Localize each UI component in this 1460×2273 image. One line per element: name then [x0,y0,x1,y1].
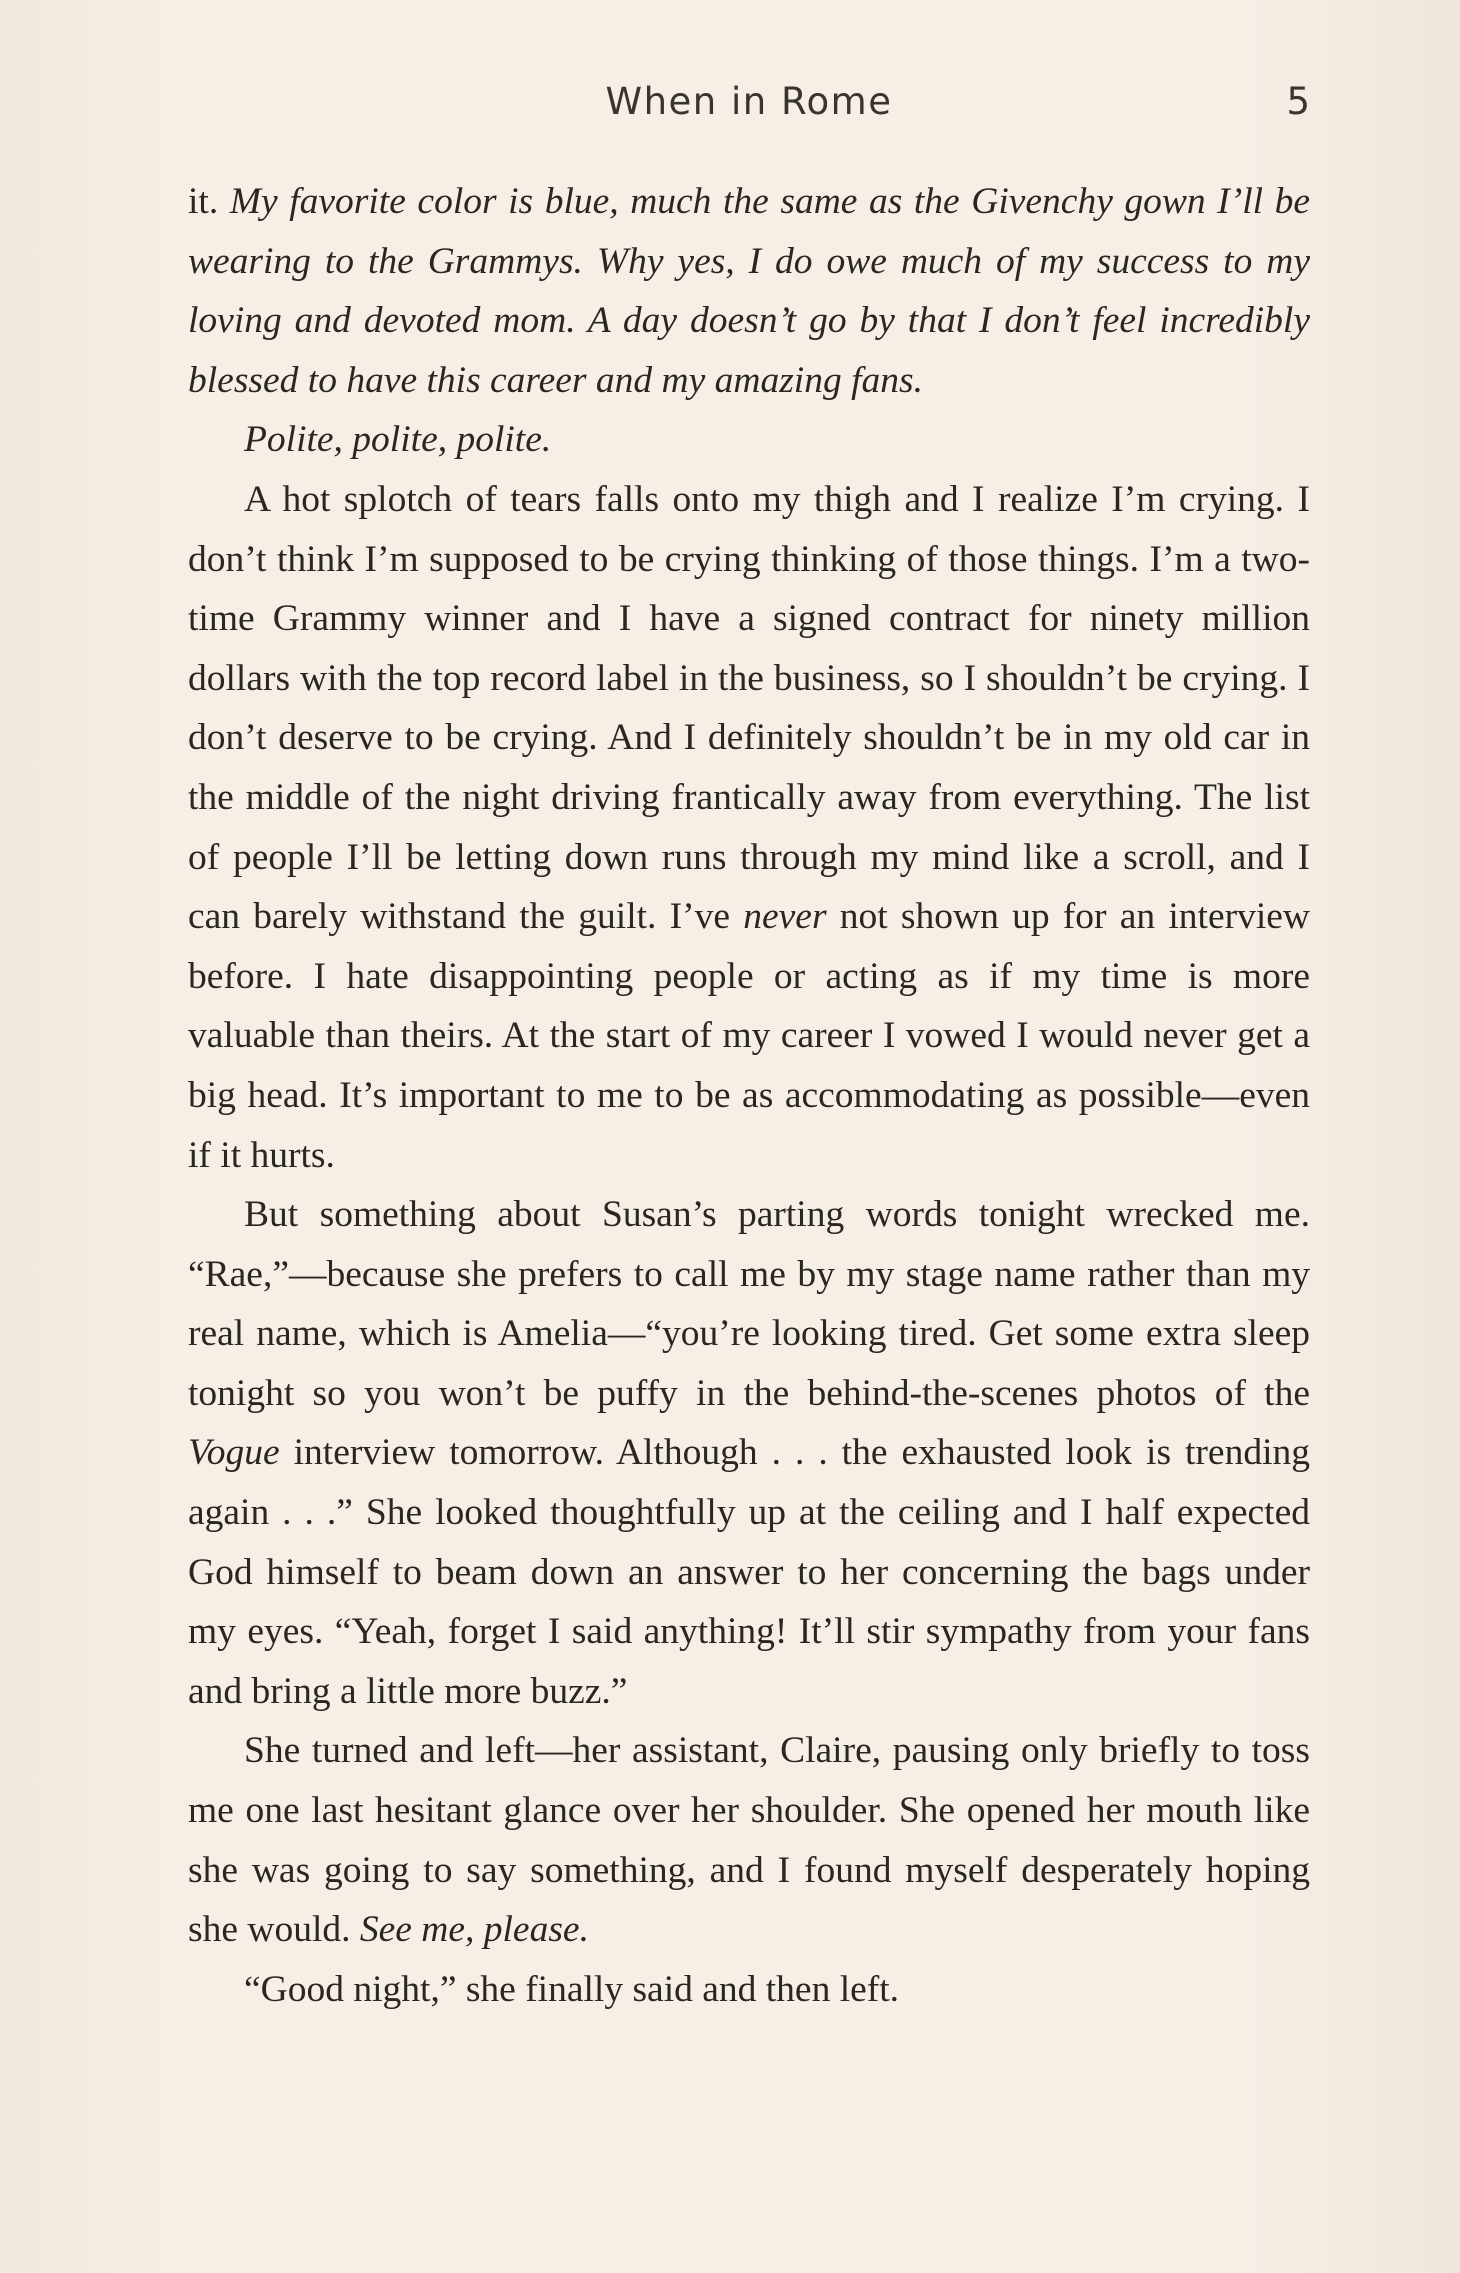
text-segment: interview tomorrow. Although . . . the exhausted look is trending again . . .” She looked thoughtfully up at the ceiling and I half expected God himself to beam down an answer to her concerning the bags under my eyes. “Yeah, forget I said anything! It’ll stir sympathy from your fans and bring a little more buzz.” [188,1432,1310,1712]
page-number: 5 [1286,80,1310,123]
italic-text-segment: My favorite color is blue, much the same as the Givenchy gown I’ll be wearing to the Grammys. Why yes, I do owe much of my success to my loving and devoted mom. A day doesn’t go by that I don’t feel incredibly blessed to have this career and my amazing fans. [188,181,1310,401]
italic-text-segment: See me, please. [359,1909,589,1951]
text-segment: She turned and left—her assistant, Claire, pausing only briefly to toss me one last hesitant glance over her shoulder. She opened her mouth like she was going to say something, and I found myself desperately hoping she would. [188,1730,1310,1951]
paragraph [188,1185,1310,1721]
text-segment: it. [188,181,230,222]
italic-text-segment: Vogue [188,1432,280,1474]
paragraph [188,410,1310,470]
page-header [188,80,1310,140]
text-segment: not shown up for an interview before. I hate disappointing people or acting as if my time is more valuable than theirs. At the start of my career I vowed I would never get a big head. It’s important to me to be as accommodating as possible—even if it hurts. [188,896,1311,1176]
running-title: When in Rome [605,80,893,123]
paragraph [188,1721,1310,1959]
italic-text-segment: never [743,896,827,938]
paragraph [188,172,1310,410]
text-segment: “Good night,” she finally said and then left. [244,1968,900,2010]
text-segment: A hot splotch of tears falls onto my thigh and I realize I’m crying. I don’t think I’m supposed to be crying thinking of those things. I’m a two-time Grammy winner and I have a signed contract for ninety million dollars with the top record label in the business, so I shouldn’t be crying. I don’t deserve to be crying. And I definitely shouldn’t be in my old car in the middle of the night driving frantically away from everything. The list of people I’ll be letting down runs through my mind like a scroll, and I can barely withstand the guilt. I’ve [188,478,1310,938]
paragraph [188,470,1310,1185]
paragraph [188,1960,1310,2020]
body-text [188,172,1310,2019]
italic-text-segment: Polite, polite, polite. [244,419,552,461]
text-segment: But something about Susan’s parting words tonight wrecked me. “Rae,”—because she prefers to call me by my stage name rather than my real name, which is Amelia—“you’re looking tired. Get some extra sleep tonight so you won’t be puffy in the behind-the-scenes photos of the [188,1194,1310,1414]
